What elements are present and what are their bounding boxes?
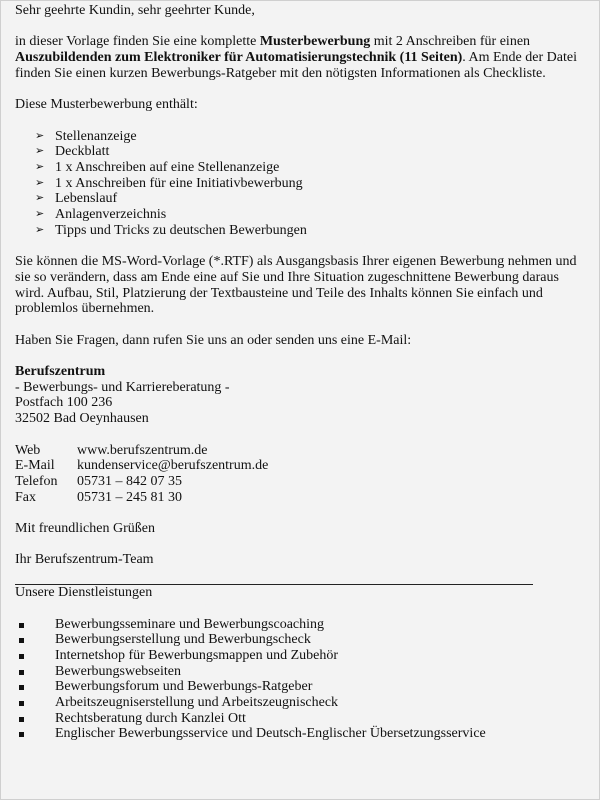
intro-text: . Am Ende der Datei finden Sie einen kurzen Bewerbungs-Ratgeber mit den nötigsten Informationen als Checkliste.	[15, 50, 577, 81]
contact-row	[15, 490, 268, 506]
contact-label: E-Mail	[15, 458, 55, 474]
contact-row	[15, 458, 268, 474]
contents-heading: Diese Musterbewerbung enthält:	[15, 97, 198, 113]
list-item: Bewerbungserstellung und Bewerbungscheck	[35, 632, 585, 648]
intro-bold: Auszubildenden zum Elektroniker für Automatisierungstechnik (11 Seiten)	[15, 50, 463, 66]
contact-email[interactable]: kundenservice@berufszentrum.de	[77, 458, 269, 474]
list-item: ➢ 1 x Anschreiben auf eine Stellenanzeige	[35, 160, 585, 176]
contents-list	[15, 129, 585, 239]
closing: Mit freundlichen Grüßen	[15, 521, 155, 537]
contact-row	[15, 443, 268, 459]
list-item: Rechtsberatung durch Kanzlei Ott	[35, 711, 585, 727]
contact-label: Fax	[15, 489, 36, 505]
intro-text: mit 2 Anschreiben für einen	[370, 34, 531, 50]
services-heading: Unsere Dienstleistungen	[15, 585, 153, 601]
list-item: Bewerbungsseminare und Bewerbungscoaching	[35, 617, 585, 633]
document-body	[15, 3, 585, 758]
contact-row	[15, 474, 268, 490]
contact-phone: 05731 – 842 07 35	[77, 473, 182, 489]
list-item: Internetshop für Bewerbungsmappen und Zubehör	[35, 648, 585, 664]
list-item: Bewerbungsforum und Bewerbungs-Ratgeber	[35, 679, 585, 695]
greeting: Sehr geehrte Kundin, sehr geehrter Kunde,	[15, 3, 255, 18]
signature: Ihr Berufszentrum-Team	[15, 552, 154, 568]
list-item: ➢ Deckblatt	[35, 144, 585, 160]
contact-fax: 05731 – 245 81 30	[77, 489, 182, 505]
contact-label: Web	[15, 442, 41, 458]
list-item: Arbeitszeugniserstellung und Arbeitszeugnischeck	[35, 695, 585, 711]
company-postbox: Postfach 100 236	[15, 395, 113, 411]
company-city: 32502 Bad Oeynhausen	[15, 411, 149, 427]
intro-paragraph	[15, 34, 585, 81]
list-item: Englischer Bewerbungsservice und Deutsch-Englischer Übersetzungsservice	[35, 726, 585, 742]
list-item: Bewerbungswebseiten	[35, 664, 585, 680]
list-item: ➢ Stellenanzeige	[35, 129, 585, 145]
intro-text: in dieser Vorlage finden Sie eine komplette	[15, 34, 260, 50]
company-name: Berufszentrum	[15, 364, 106, 380]
intro-bold: Musterbewerbung	[259, 34, 371, 50]
contact-web[interactable]: www.berufszentrum.de	[77, 442, 208, 458]
usage-paragraph: Sie können die MS-Word-Vorlage (*.RTF) als Ausgangsbasis Ihrer eigenen Bewerbung nehmen und sie so verändern, dass am Ende eine auf Sie und Ihre Situation zugeschnittene Bewerbung daraus wird. Aufbau, Stil, Platzierung der Textbausteine und Teile des Inhalts können Sie einfach und problemlos übernehmen.	[15, 254, 577, 317]
list-item: ➢ Tipps und Tricks zu deutschen Bewerbungen	[35, 223, 585, 239]
services-list	[15, 617, 585, 743]
contact-table	[15, 443, 268, 506]
list-item: ➢ Lebenslauf	[35, 191, 585, 207]
questions-paragraph: Haben Sie Fragen, dann rufen Sie uns an oder senden uns eine E-Mail:	[15, 332, 412, 348]
company-tagline: - Bewerbungs- und Karriereberatung -	[15, 379, 230, 395]
list-item: ➢ 1 x Anschreiben für eine Initiativbewerbung	[35, 176, 585, 192]
company-address	[15, 364, 585, 427]
contact-label: Telefon	[15, 473, 58, 489]
list-item: ➢ Anlagenverzeichnis	[35, 207, 585, 223]
